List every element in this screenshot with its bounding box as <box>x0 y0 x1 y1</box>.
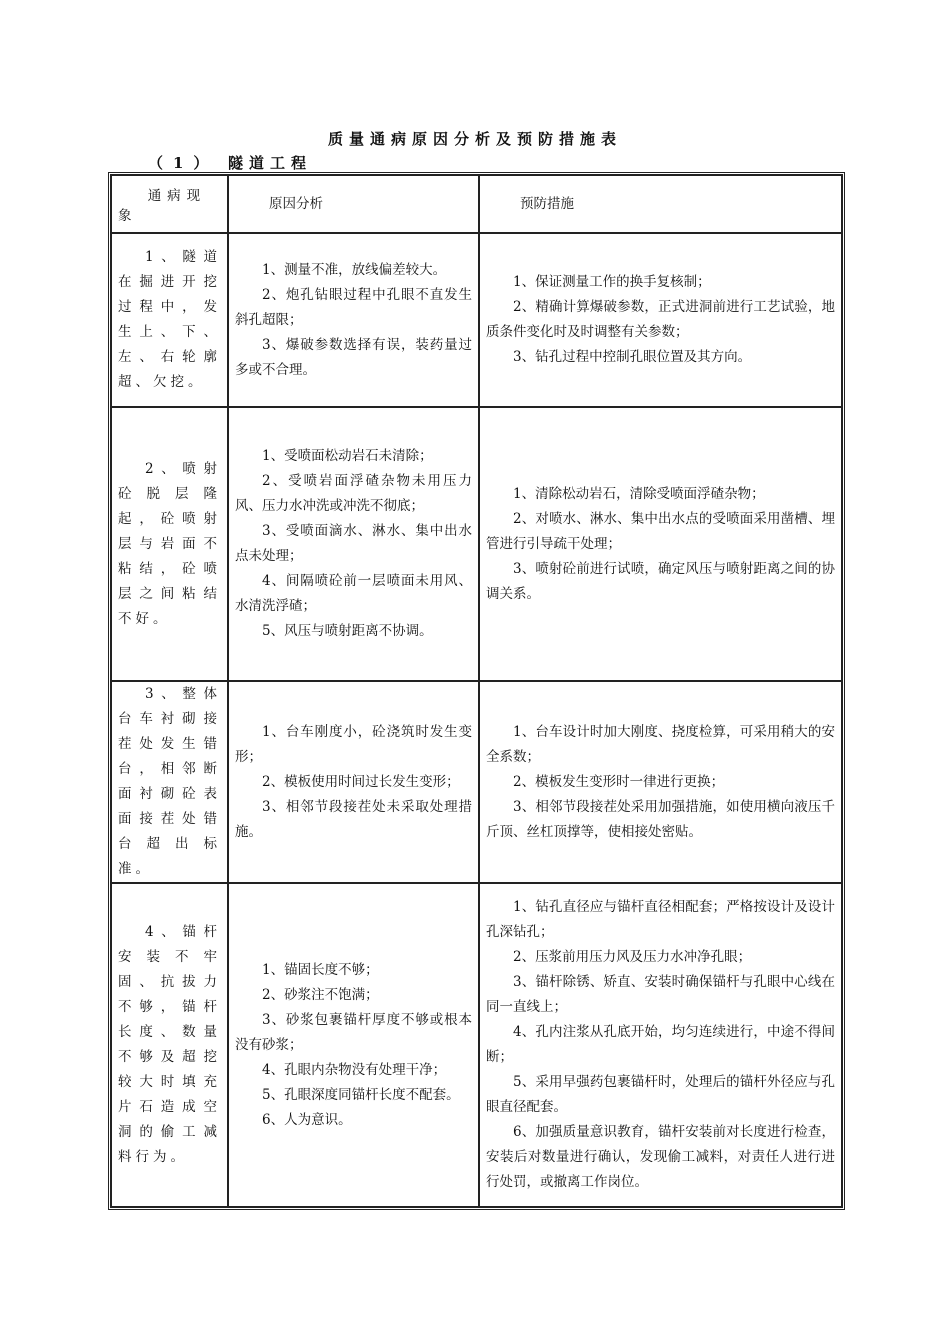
measure-item: 3、锚杆除锈、矫直、安装时确保锚杆与孔眼中心线在同一直线上； <box>486 974 835 1015</box>
cause-item: 6、人为意识。 <box>262 1111 352 1128</box>
cause-item: 4、孔眼内杂物没有处理干净； <box>262 1061 447 1078</box>
header-cause: 原因分析 <box>228 175 479 233</box>
measure-item: 3、相邻节段接茬处采用加强措施，如使用横向液压千斤顶、丝杠顶撑等，使相接处密贴。 <box>486 798 835 840</box>
measure-item: 2、模板发生变形时一律进行更换； <box>513 773 725 790</box>
cause-cell <box>228 883 479 1207</box>
cause-item: 3、砂浆包裹锚杆厚度不够或根本没有砂浆； <box>235 1011 472 1053</box>
cause-item: 4、间隔喷砼前一层喷面未用风、水清洗浮碴； <box>235 573 472 614</box>
cause-item: 3、相邻节段接茬处未采取处理措施。 <box>235 798 472 840</box>
measure-item: 2、压浆前用压力风及压力水冲净孔眼； <box>513 949 752 965</box>
measure-item: 4、孔内注浆从孔底开始，均匀连续进行，中途不得间断； <box>486 1024 835 1065</box>
section-number: （1） <box>148 154 219 172</box>
cause-item: 1、受喷面松动岩石未清除； <box>262 448 433 464</box>
measure-item: 2、对喷水、淋水、集中出水点的受喷面采用凿槽、埋管进行引导疏干处理； <box>486 510 835 552</box>
table-row <box>111 233 842 407</box>
cause-item: 3、爆破参数选择有误，装药量过多或不合理。 <box>235 336 472 378</box>
measure-cell <box>479 681 842 883</box>
defect-table <box>110 174 843 1208</box>
measure-item: 6、加强质量意识教育，锚杆安装前对长度进行检查，安装后对数量进行确认，发现偷工减料，对责任人进行进行处罚，或撤离工作岗位。 <box>486 1124 835 1190</box>
section-heading <box>148 152 312 173</box>
phenomenon-text: 2、喷射砼脱层隆起，砼喷射层与岩面不粘结，砼喷层之间粘结不好。 <box>118 460 221 627</box>
phenomenon-text: 4、锚杆安装不牢固、抗拔力不够，锚杆长度、数量不够及超挖较大时填充片石造成空洞的偷工减料行为。 <box>118 924 221 1165</box>
measure-item: 1、钻孔直径应与锚杆直径相配套；严格按设计及设计孔深钻孔； <box>486 899 835 940</box>
cause-item: 2、受喷岩面浮碴杂物未用压力风、压力水冲洗或冲洗不彻底； <box>235 473 472 514</box>
measure-cell <box>479 407 842 681</box>
header-phenomenon <box>111 175 228 233</box>
measure-item: 1、清除松动岩石，清除受喷面浮碴杂物； <box>513 485 765 502</box>
measure-item: 1、台车设计时加大刚度、挠度检算，可采用稍大的安全系数； <box>486 723 835 765</box>
header-phenomenon-label: 通病现象 <box>118 188 207 224</box>
table-row <box>111 681 842 883</box>
phenomenon-text: 1、隧道在掘进开挖过程中，发生上、下、左、右轮廓超、欠挖。 <box>118 249 221 390</box>
cause-item: 2、砂浆注不饱满； <box>262 986 379 1003</box>
phenomenon-text: 3、整体台车衬砌接茬处发生错台，相邻断面衬砌砼表面接茬处错台超出标准。 <box>118 686 221 877</box>
section-name: 隧道工程 <box>228 154 313 172</box>
phenomenon-cell <box>111 681 228 883</box>
header-prevention: 预防措施 <box>479 175 842 233</box>
cause-cell <box>228 233 479 407</box>
measure-item: 1、保证测量工作的换手复核制； <box>513 274 711 290</box>
phenomenon-cell <box>111 883 228 1207</box>
measure-cell <box>479 883 842 1207</box>
cause-item: 2、炮孔钻眼过程中孔眼不直发生斜孔超限； <box>235 286 472 328</box>
measure-item: 2、精确计算爆破参数，正式进洞前进行工艺试验，地质条件变化时及时调整有关参数； <box>486 299 835 340</box>
table-header-row <box>111 175 842 233</box>
phenomenon-cell <box>111 233 228 407</box>
cause-item: 5、风压与喷射距离不协调。 <box>262 623 433 639</box>
cause-cell <box>228 407 479 681</box>
cause-item: 2、模板使用时间过长发生变形； <box>262 773 460 790</box>
cause-item: 1、锚固长度不够； <box>262 961 379 978</box>
cause-cell <box>228 681 479 883</box>
measure-item: 3、钻孔过程中控制孔眼位置及其方向。 <box>513 349 752 365</box>
measure-item: 3、喷射砼前进行试喷，确定风压与喷射距离之间的协调关系。 <box>486 560 835 602</box>
measure-item: 5、采用早强药包裹锚杆时，处理后的锚杆外径应与孔眼直径配套。 <box>486 1074 835 1115</box>
cause-item: 1、台车刚度小，砼浇筑时发生变形； <box>235 723 472 765</box>
table-row <box>111 407 842 681</box>
cause-item: 1、测量不准，放线偏差较大。 <box>262 261 447 278</box>
table-row <box>111 883 842 1207</box>
measure-cell <box>479 233 842 407</box>
cause-item: 5、孔眼深度同锚杆长度不配套。 <box>262 1086 460 1103</box>
phenomenon-cell <box>111 407 228 681</box>
document-title: 质量通病原因分析及预防措施表 <box>327 130 622 148</box>
cause-item: 3、受喷面滴水、淋水、集中出水点未处理； <box>235 523 472 564</box>
